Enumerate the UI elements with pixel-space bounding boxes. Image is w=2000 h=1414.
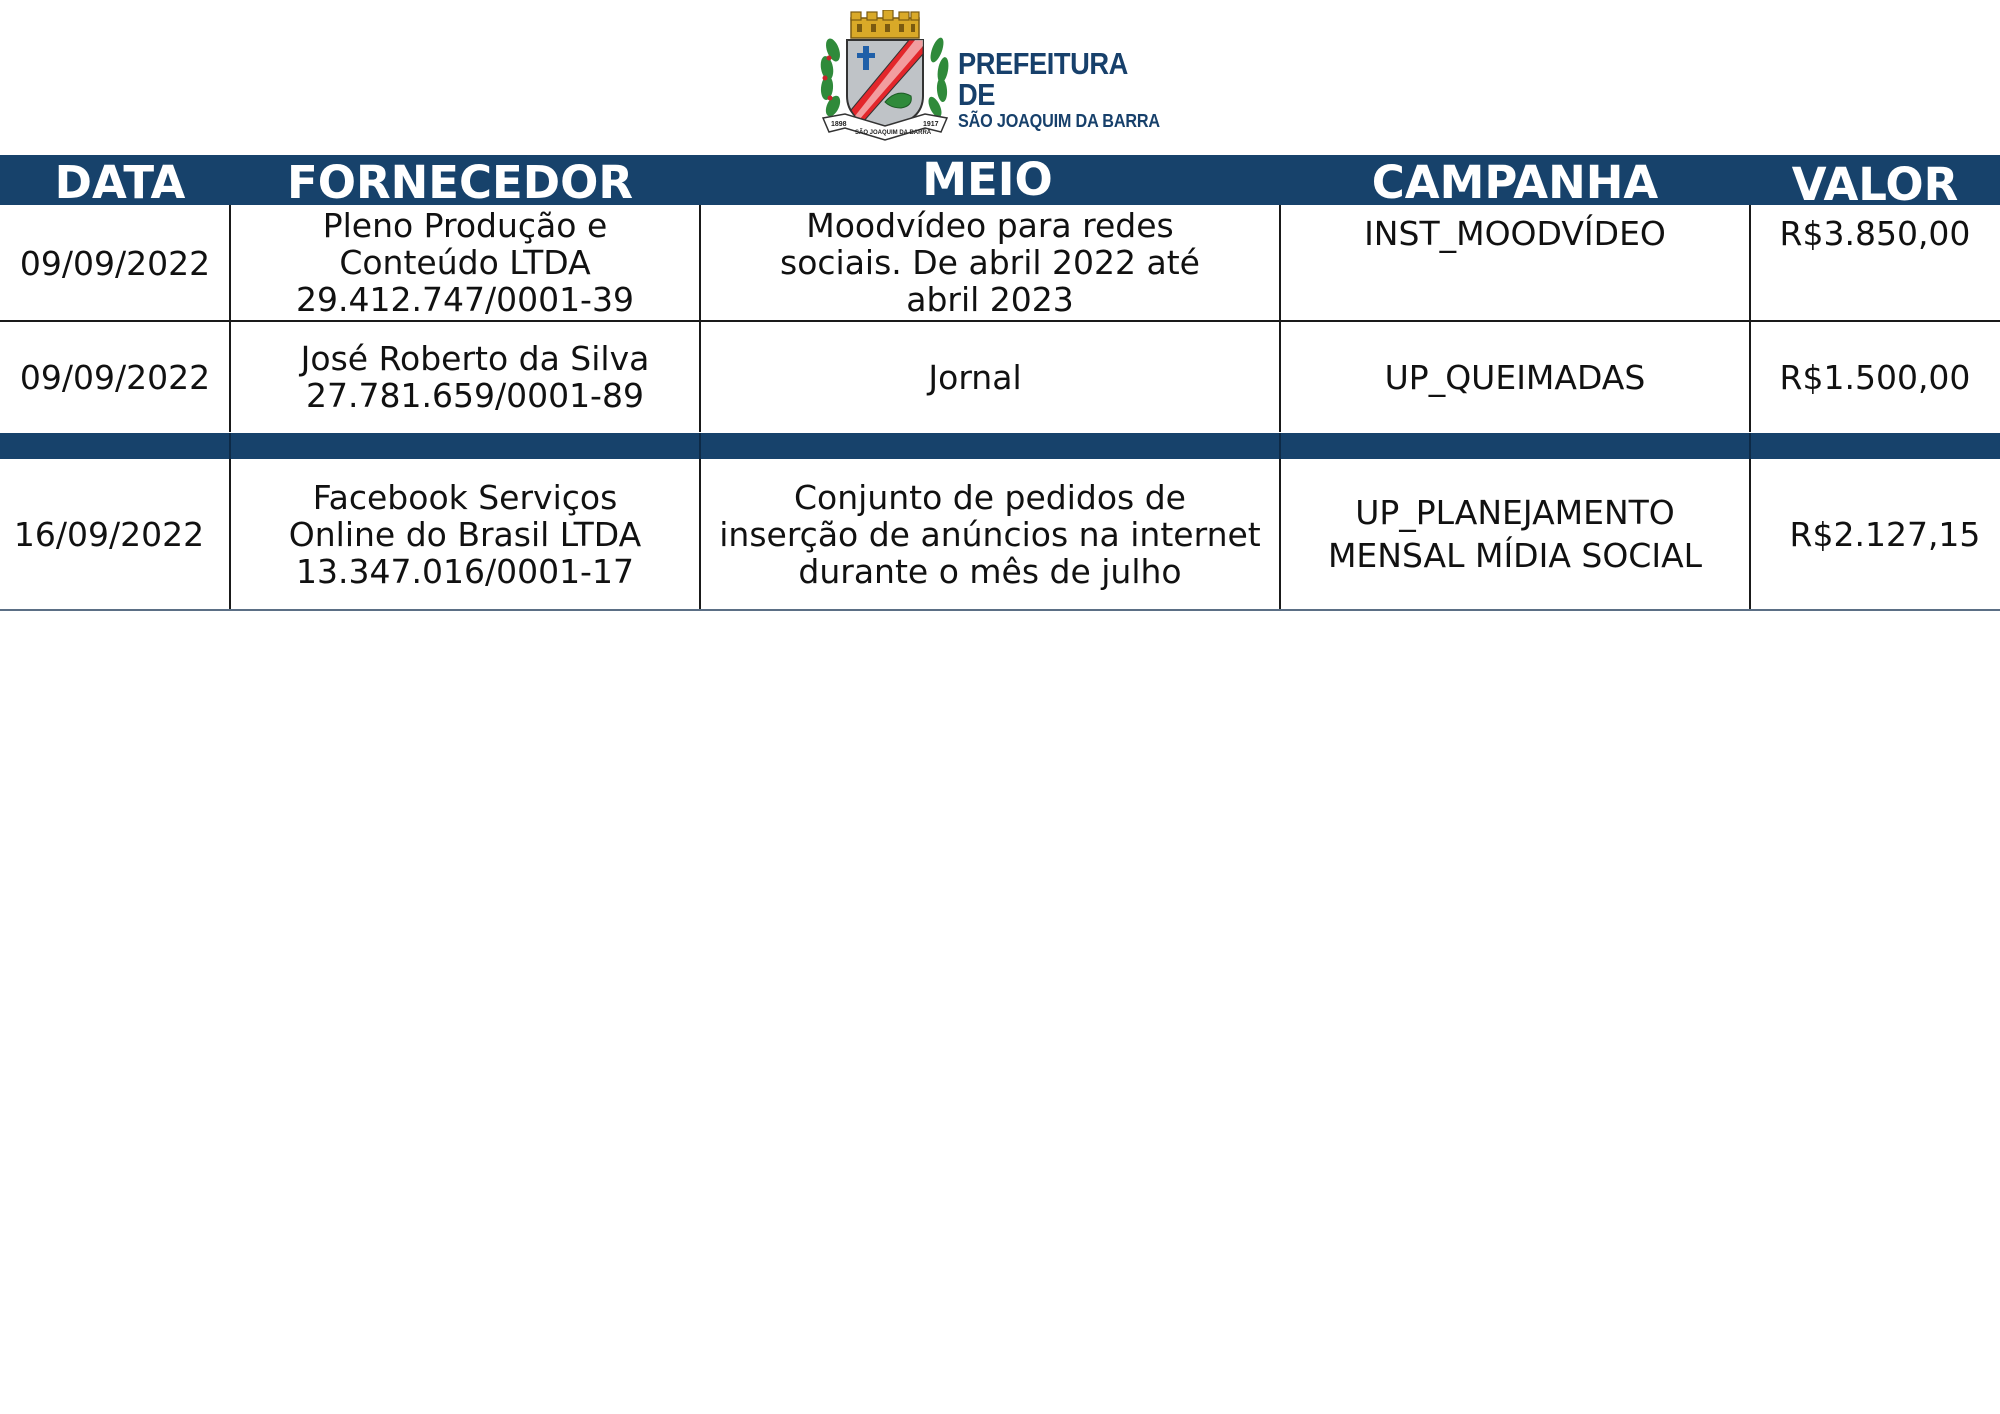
column-divider bbox=[229, 205, 231, 321]
column-divider bbox=[1749, 322, 1751, 432]
column-divider bbox=[229, 322, 231, 432]
column-header-campanha: CAMPANHA bbox=[1371, 156, 1659, 209]
cell-fornecedor: Pleno Produção e Conteúdo LTDA 29.412.747/0001-39 bbox=[296, 206, 634, 319]
column-divider bbox=[1279, 459, 1281, 609]
header-logo bbox=[815, 10, 1185, 146]
cell-valor: R$1.500,00 bbox=[1779, 357, 1971, 397]
svg-text:1898: 1898 bbox=[831, 121, 847, 128]
cell-valor: R$3.850,00 bbox=[1779, 214, 1971, 253]
column-divider bbox=[1749, 205, 1751, 321]
column-header-meio: MEIO bbox=[922, 153, 1053, 206]
column-divider bbox=[1279, 433, 1281, 459]
cell-campanha: INST_MOODVÍDEO bbox=[1364, 214, 1666, 253]
wordmark-line-2: SÃO JOAQUIM DA BARRA bbox=[958, 111, 1160, 131]
svg-text:SÃO JOAQUIM DA BARRA: SÃO JOAQUIM DA BARRA bbox=[855, 130, 932, 136]
cell-valor: R$2.127,15 bbox=[1789, 514, 1981, 554]
column-divider bbox=[229, 459, 231, 609]
cell-fornecedor: Facebook Serviços Online do Brasil LTDA 13.347.016/0001-17 bbox=[288, 477, 642, 591]
table-header bbox=[0, 153, 2000, 211]
column-header-data: DATA bbox=[54, 156, 186, 209]
column-divider bbox=[1279, 205, 1281, 321]
cell-campanha: UP_PLANEJAMENTO MENSAL MÍDIA SOCIAL bbox=[1327, 493, 1703, 575]
cell-meio: Moodvídeo para redes sociais. De abril 2022 até abril 2023 bbox=[780, 206, 1200, 319]
cell-meio: Conjunto de pedidos de inserção de anúncios na internet durante o mês de julho bbox=[719, 477, 1261, 591]
column-header-fornecedor: FORNECEDOR bbox=[286, 156, 634, 209]
column-divider bbox=[699, 322, 701, 432]
column-header-valor: VALOR bbox=[1791, 158, 1959, 211]
cell-meio: Jornal bbox=[928, 357, 1022, 397]
column-divider bbox=[699, 433, 701, 459]
column-divider bbox=[1749, 459, 1751, 609]
cell-campanha: UP_QUEIMADAS bbox=[1384, 357, 1646, 397]
table-row bbox=[0, 459, 2000, 609]
column-divider bbox=[1749, 433, 1751, 459]
wordmark-line-1: PREFEITURA DE bbox=[958, 46, 1127, 112]
cell-data: 09/09/2022 bbox=[19, 357, 211, 397]
city-wordmark bbox=[958, 48, 1185, 130]
column-divider bbox=[699, 205, 701, 321]
column-divider bbox=[229, 433, 231, 459]
table-row bbox=[0, 322, 2000, 432]
cell-data: 09/09/2022 bbox=[19, 243, 211, 283]
table-bottom-border bbox=[0, 609, 2000, 611]
column-divider bbox=[1279, 322, 1281, 432]
cell-data: 16/09/2022 bbox=[13, 514, 205, 554]
svg-text:1917: 1917 bbox=[923, 121, 939, 128]
cell-fornecedor: José Roberto da Silva 27.781.659/0001-89 bbox=[300, 339, 650, 415]
column-divider bbox=[699, 459, 701, 609]
section-separator-band bbox=[0, 433, 2000, 459]
city-crest-icon bbox=[815, 10, 955, 146]
table-row bbox=[0, 205, 2000, 321]
